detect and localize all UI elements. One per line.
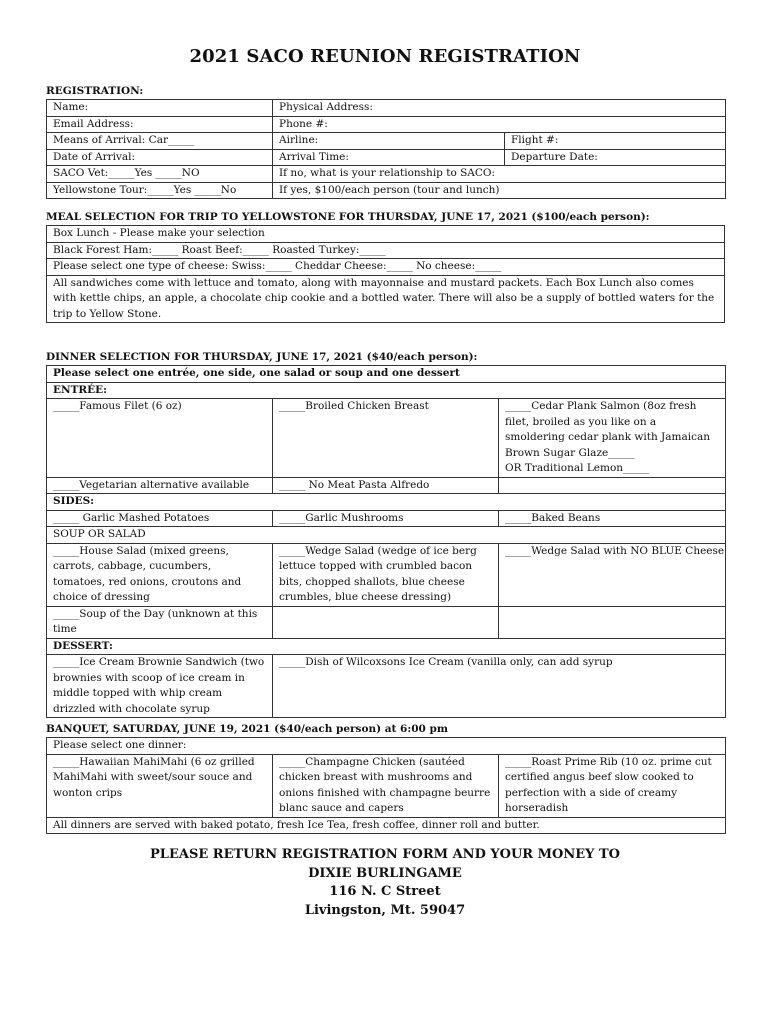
banquet-prime-rib[interactable]: _____Roast Prime Rib (10 oz. prime cut certified angus beef slow cooked to perfection with a side of creamy horseradish (499, 754, 726, 817)
recipient-name: DIXIE BURLINGAME (308, 865, 462, 881)
arrival-time-field[interactable]: Arrival Time: (273, 149, 505, 166)
entree-cedar-salmon-cell[interactable] (499, 399, 726, 478)
salad-wedge[interactable]: _____Wedge Salad (wedge of ice berg lettuce topped with crumbled bacon bits, chopped shallots, blue cheese crumbles, blue cheese dressing) (273, 543, 499, 606)
entree-cedar-salmon[interactable]: _____Cedar Plank Salmon (8oz fresh filet, broiled as you like on a smoldering cedar plank with Jamaican Brown Sugar Glaze_____ (505, 400, 711, 459)
soup-of-the-day[interactable]: _____Soup of the Day (unknown at this time (47, 606, 273, 638)
email-field[interactable]: Email Address: (47, 116, 273, 133)
registration-table (46, 99, 726, 199)
dessert-ice-cream[interactable]: _____Dish of Wilcoxsons Ice Cream (vanilla only, can add syrup (273, 655, 726, 718)
banquet-instruction: Please select one dinner: (47, 738, 726, 755)
empty-cell (273, 606, 499, 638)
empty-cell (499, 477, 726, 494)
empty-cell (499, 606, 726, 638)
yellowstone-tour-field[interactable]: Yellowstone Tour:_____Yes _____No (47, 182, 273, 199)
physical-address-field[interactable]: Physical Address: (273, 100, 726, 117)
entree-salmon-lemon[interactable]: OR Traditional Lemon_____ (505, 462, 650, 474)
sides-label: SIDES: (47, 494, 726, 511)
departure-date-field[interactable]: Departure Date: (505, 149, 726, 166)
dinner-selection-heading: DINNER SELECTION FOR THURSDAY, JUNE 17, 2021 ($40/each person): (46, 351, 478, 363)
sandwich-selection[interactable]: Black Forest Ham:_____ Roast Beef:_____ Roasted Turkey:_____ (47, 242, 725, 259)
box-lunch-instruction: Box Lunch - Please make your selection (47, 226, 725, 243)
banquet-champagne-chicken[interactable]: _____Champagne Chicken (sautéed chicken breast with mushrooms and onions finished with champagne beurre blanc sauce and capers (273, 754, 499, 817)
saco-vet-field[interactable]: SACO Vet:_____Yes _____NO (47, 166, 273, 183)
entree-broiled-chicken[interactable]: _____Broiled Chicken Breast (273, 399, 499, 478)
return-line: PLEASE RETURN REGISTRATION FORM AND YOUR MONEY TO (150, 847, 620, 862)
cheese-selection[interactable]: Please select one type of cheese: Swiss:_____ Cheddar Cheese:_____ No cheese:_____ (47, 259, 725, 276)
dessert-brownie-sandwich[interactable]: _____Ice Cream Brownie Sandwich (two brownies with scoop of ice cream in middle topped with whip cream drizzled with chocolate syrup (47, 655, 273, 718)
side-garlic-mushrooms[interactable]: _____Garlic Mushrooms (273, 510, 499, 527)
recipient-city: Livingston, Mt. 59047 (304, 902, 466, 918)
banquet-note: All dinners are served with baked potato, fresh Ice Tea, fresh coffee, dinner roll and butter. (47, 817, 726, 834)
entree-vegetarian[interactable]: _____Vegetarian alternative available (47, 477, 273, 494)
box-lunch-note: All sandwiches come with lettuce and tomato, along with mayonnaise and mustard packets. Each Box Lunch also comes with kettle chips, an apple, a chocolate chip cookie and a bottled water. There will also be a supply of bottled waters for the trip to Yellow Stone. (47, 275, 725, 323)
flight-number-field[interactable]: Flight #: (505, 133, 726, 150)
form-title: 2021 SACO REUNION REGISTRATION (189, 46, 581, 67)
salad-house[interactable]: _____House Salad (mixed greens, carrots, cabbage, cucumbers, tomatoes, red onions, croutons and choice of dressing (47, 543, 273, 606)
banquet-heading: BANQUET, SATURDAY, JUNE 19, 2021 ($40/each person) at 6:00 pm (46, 723, 448, 735)
meal-selection-heading: MEAL SELECTION FOR TRIP TO YELLOWSTONE FOR THURSDAY, JUNE 17, 2021 ($100/each person): (46, 211, 650, 223)
entree-famous-filet[interactable]: _____Famous Filet (6 oz) (47, 399, 273, 478)
arrival-date-field[interactable]: Date of Arrival: (47, 149, 273, 166)
name-field[interactable]: Name: (47, 100, 273, 117)
entree-pasta-alfredo[interactable]: _____ No Meat Pasta Alfredo (273, 477, 499, 494)
side-baked-beans[interactable]: _____Baked Beans (499, 510, 726, 527)
dinner-instruction: Please select one entrée, one side, one salad or soup and one dessert (47, 366, 726, 383)
relationship-field[interactable]: If no, what is your relationship to SACO: (273, 166, 726, 183)
recipient-street: 116 N. C Street (329, 884, 441, 899)
meal-selection-table (46, 225, 725, 323)
dessert-label: DESSERT: (47, 638, 726, 655)
phone-field[interactable]: Phone #: (273, 116, 726, 133)
banquet-mahimahi[interactable]: _____Hawaiian MahiMahi (6 oz grilled MahiMahi with sweet/sour souce and wonton crips (47, 754, 273, 817)
dinner-selection-table (46, 365, 726, 718)
registration-heading: REGISTRATION: (46, 85, 144, 97)
soup-salad-label: SOUP OR SALAD (47, 527, 726, 544)
banquet-table (46, 737, 726, 834)
salad-wedge-no-blue[interactable]: _____Wedge Salad with NO BLUE Cheese (499, 543, 726, 606)
tour-price-note: If yes, $100/each person (tour and lunch) (273, 182, 726, 199)
return-instructions (0, 846, 770, 920)
airline-field[interactable]: Airline: (273, 133, 505, 150)
side-mashed-potatoes[interactable]: _____ Garlic Mashed Potatoes (47, 510, 273, 527)
entree-label: ENTRÉE: (47, 382, 726, 399)
arrival-means-field[interactable]: Means of Arrival: Car_____ (47, 133, 273, 150)
